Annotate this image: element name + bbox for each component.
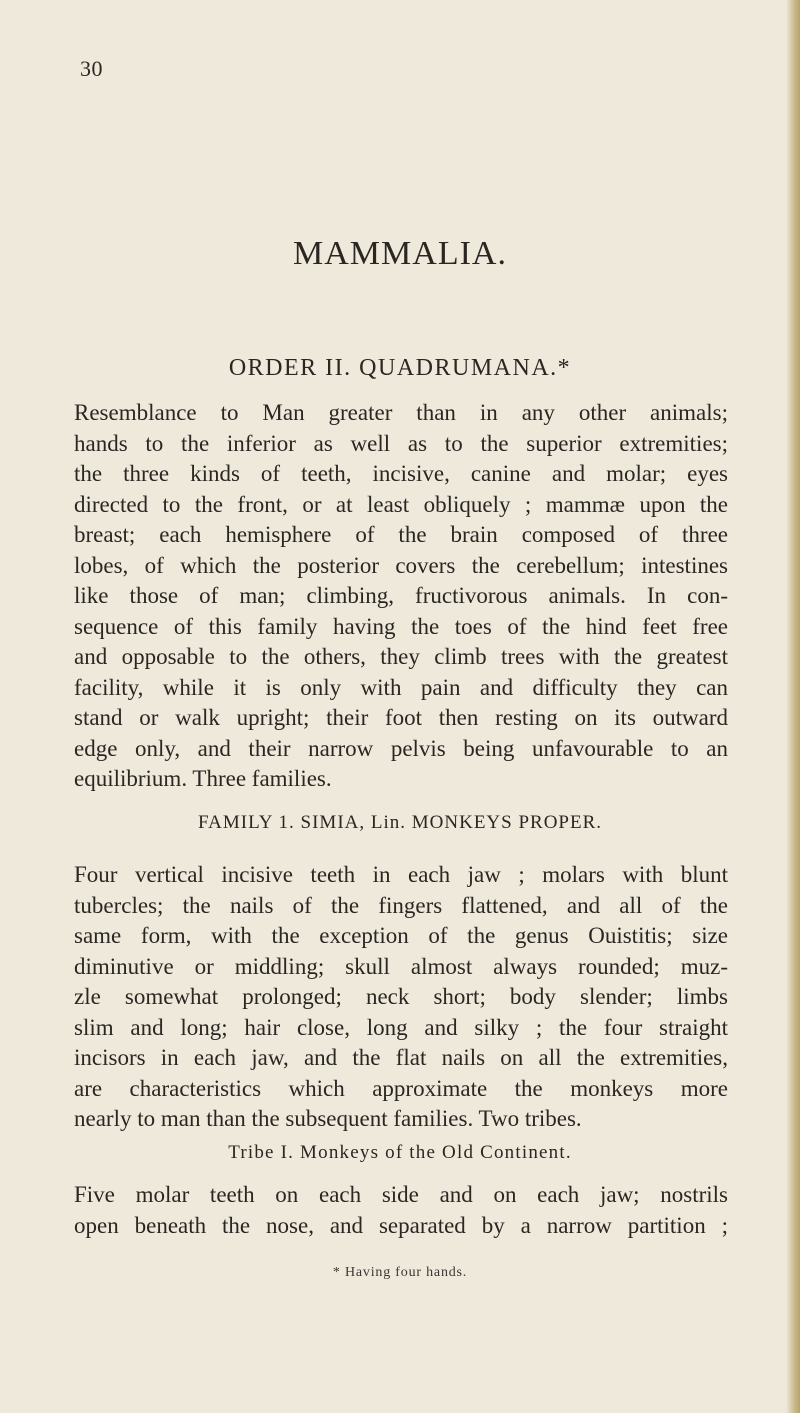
text-line: equilibrium. Three families. <box>74 766 332 791</box>
text-line: incisors in each jaw, and the flat nails on all the extremities, <box>74 1045 728 1070</box>
text-line: Four vertical incisive teeth in each jaw ; molars with blunt <box>74 862 728 887</box>
text-line: edge only, and their narrow pelvis being unfavourable to an <box>74 735 728 761</box>
text-line: slim and long; hair close, long and silky ; the four straight <box>74 1014 728 1040</box>
tribe-heading: Tribe I. Monkeys of the Old Continent. <box>228 1142 572 1163</box>
text-line: lobes, of which the posterior covers the cerebellum; intestines <box>74 552 728 578</box>
page-edge <box>786 0 800 1413</box>
text-line: stand or walk upright; their foot then resting on its outward <box>74 705 728 730</box>
text-line: the three kinds of teeth, incisive, canine and molar; eyes <box>74 461 728 486</box>
text-line: Resemblance to Man greater than in any other animals; <box>74 400 728 425</box>
paragraph-tribe-description <box>74 1180 728 1241</box>
text-line: and opposable to the others, they climb trees with the greatest <box>74 644 728 669</box>
paragraph-order-description <box>74 398 728 795</box>
text-line: breast; each hemisphere of the brain composed of three <box>74 522 728 547</box>
text-line: same form, with the exception of the genus Ouistitis; size <box>74 923 728 948</box>
text-line: diminutive or middling; skull almost always rounded; muz- <box>74 953 728 979</box>
text-line: zle somewhat prolonged; neck short; body slender; limbs <box>74 984 728 1009</box>
page-number: 30 <box>80 56 103 81</box>
text-line: open beneath the nose, and separated by a narrow partition ; <box>74 1212 728 1238</box>
text-line: are characteristics which approximate the monkeys more <box>74 1075 728 1101</box>
text-line: nearly to man than the subsequent families. Two tribes. <box>74 1106 582 1131</box>
footnote: * Having four hands. <box>332 1265 468 1280</box>
text-line: directed to the front, or at least obliquely ; mammæ upon the <box>74 491 728 517</box>
text-line: sequence of this family having the toes of the hind feet free <box>74 613 728 639</box>
text-line: tubercles; the nails of the fingers flattened, and all of the <box>74 892 728 918</box>
paragraph-family-description <box>74 860 728 1135</box>
text-line: Five molar teeth on each side and on each jaw; nostrils <box>74 1182 728 1207</box>
family-heading: FAMILY 1. SIMIA, Lin. MONKEYS PROPER. <box>197 812 603 833</box>
page-title: MAMMALIA. <box>293 235 507 272</box>
text-line: like those of man; climbing, fructivorous animals. In con- <box>74 583 728 608</box>
order-heading: ORDER II. QUADRUMANA.* <box>228 355 572 381</box>
text-line: hands to the inferior as well as to the superior extremities; <box>74 430 728 456</box>
text-line: facility, while it is only with pain and difficulty they can <box>74 674 728 700</box>
